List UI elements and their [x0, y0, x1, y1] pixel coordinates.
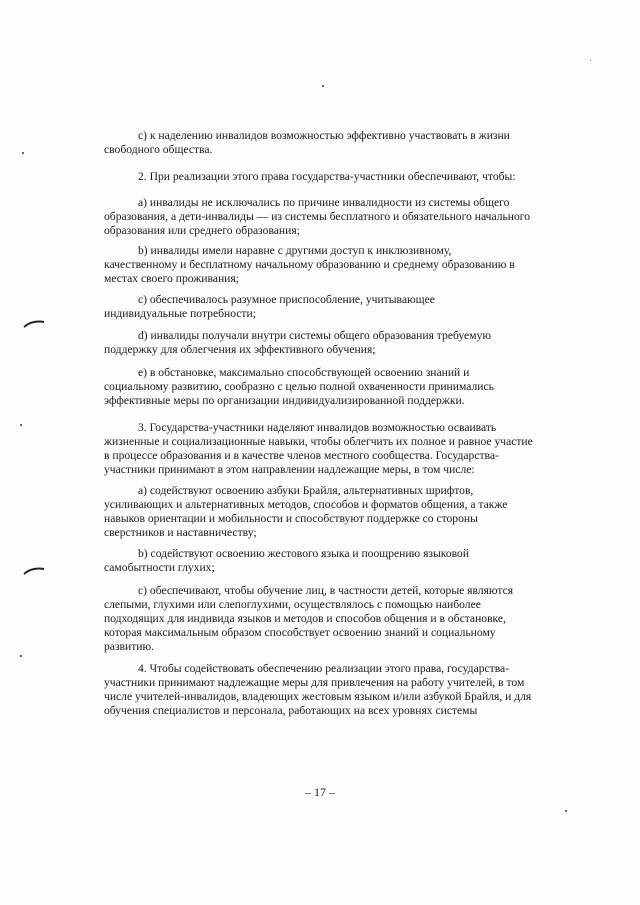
paragraph-line: 2. При реализации этого права государства-участники обеспечивают, чтобы: [138, 170, 516, 183]
paragraph-line: индивидуальные потребности; [104, 307, 256, 320]
paragraph-3b [104, 547, 549, 575]
paragraph-line: самобытности глухих; [104, 561, 215, 574]
paragraph-line: образования или среднего образования; [104, 224, 300, 237]
paragraph-line: обучения специалистов и персонала, работающих на всех уровнях системы [104, 704, 478, 717]
paragraph-line: a) содействуют освоению азбуки Брайля, альтернативных шрифтов, [138, 484, 474, 497]
scan-speck [20, 655, 22, 657]
paragraph-line: слепыми, глухими или слепоглухими, осуществлялось с помощью наиболее [104, 598, 481, 611]
scan-speck [20, 424, 22, 426]
paragraph-line: усиливающих и альтернативных методов, способов и форматов общения, а также [104, 498, 508, 511]
scan-speck [22, 152, 24, 154]
paragraph-line: c) обеспечивалось разумное приспособление, учитывающее [138, 293, 435, 306]
paragraph-line: местах своего проживания; [104, 272, 239, 285]
paragraph-3 [104, 421, 549, 477]
paragraph-line: развитию. [104, 640, 155, 653]
paragraph-4 [104, 662, 549, 718]
paragraph-line: b) содействуют освоению жестового языка и поощрению языковой [138, 547, 470, 560]
paragraph-2e [104, 366, 549, 408]
paragraph-line: c) к наделению инвалидов возможностью эффективно участвовать в жизни [138, 129, 510, 142]
scan-speck [565, 810, 567, 812]
paragraph-line: эффективные меры по организации индивидуализированной поддержки. [104, 394, 465, 407]
paragraph-line: a) инвалиды не исключались по причине инвалидности из системы общего [138, 196, 510, 209]
paragraph-2c [104, 293, 549, 321]
paragraph-line: поддержку для облегчения их эффективного обучения; [104, 343, 376, 356]
paragraph-line: которая максимальным образом способствует освоению знаний и социальному [104, 626, 496, 639]
paragraph-c-top [104, 129, 549, 157]
paragraph-line: в процессе образования и в качестве членов местного сообщества. Государства- [104, 449, 499, 462]
paragraph-line: 4. Чтобы содействовать обеспечению реализации этого права, государства- [138, 662, 510, 675]
paragraph-line: c) обеспечивают, чтобы обучение лиц, в частности детей, которые являются [138, 584, 514, 597]
page-number: – 17 – [305, 785, 335, 799]
paragraph-line: подходящих для индивида языков и методов и способов общения и в обстановке, [104, 612, 506, 625]
paragraph-line: b) инвалиды имели наравне с другими доступ к инклюзивному, [138, 244, 452, 257]
paragraph-3c [104, 584, 549, 654]
paragraph-line: навыков ориентации и мобильности и способствуют поддержке со стороны [104, 512, 478, 525]
paragraph-2a [104, 196, 549, 238]
scan-speck [590, 60, 591, 61]
paragraph-line: участники принимают в этом направлении надлежащие меры, в том числе: [104, 463, 475, 476]
paragraph-line: жизненные и социализационные навыки, чтобы облегчить их полное и равное участие [104, 435, 533, 448]
paragraph-line: свободного общества. [104, 143, 213, 156]
scan-mark-left-1 [22, 318, 46, 330]
paragraph-line: социальному развитию, сообразно с целью полной охваченности принимались [104, 380, 494, 393]
paragraph-2b [104, 244, 549, 286]
paragraph-line: качественному и бесплатному начальному образованию и среднему образованию в [104, 258, 515, 271]
paragraph-line: e) в обстановке, максимально способствующей освоению знаний и [138, 366, 470, 379]
scan-mark-left-2 [22, 565, 46, 577]
paragraph-line: d) инвалиды получали внутри системы общего образования требуемую [138, 329, 492, 342]
paragraph-line: участники принимают надлежащие меры для привлечения на работу учителей, в том [104, 676, 525, 689]
paragraph-2 [104, 170, 549, 184]
paragraph-line: числе учителей-инвалидов, владеющих жестовым языком и/или азбукой Брайля, и для [104, 690, 532, 703]
scan-speck [322, 85, 324, 87]
paragraph-3a [104, 484, 549, 540]
paragraph-line: 3. Государства-участники наделяют инвалидов возможностью осваивать [138, 421, 497, 434]
paragraph-2d [104, 329, 549, 357]
paragraph-line: образования, а дети-инвалиды — из системы бесплатного и обязательного начального [104, 210, 531, 223]
paragraph-line: сверстников и наставничеству; [104, 526, 257, 539]
